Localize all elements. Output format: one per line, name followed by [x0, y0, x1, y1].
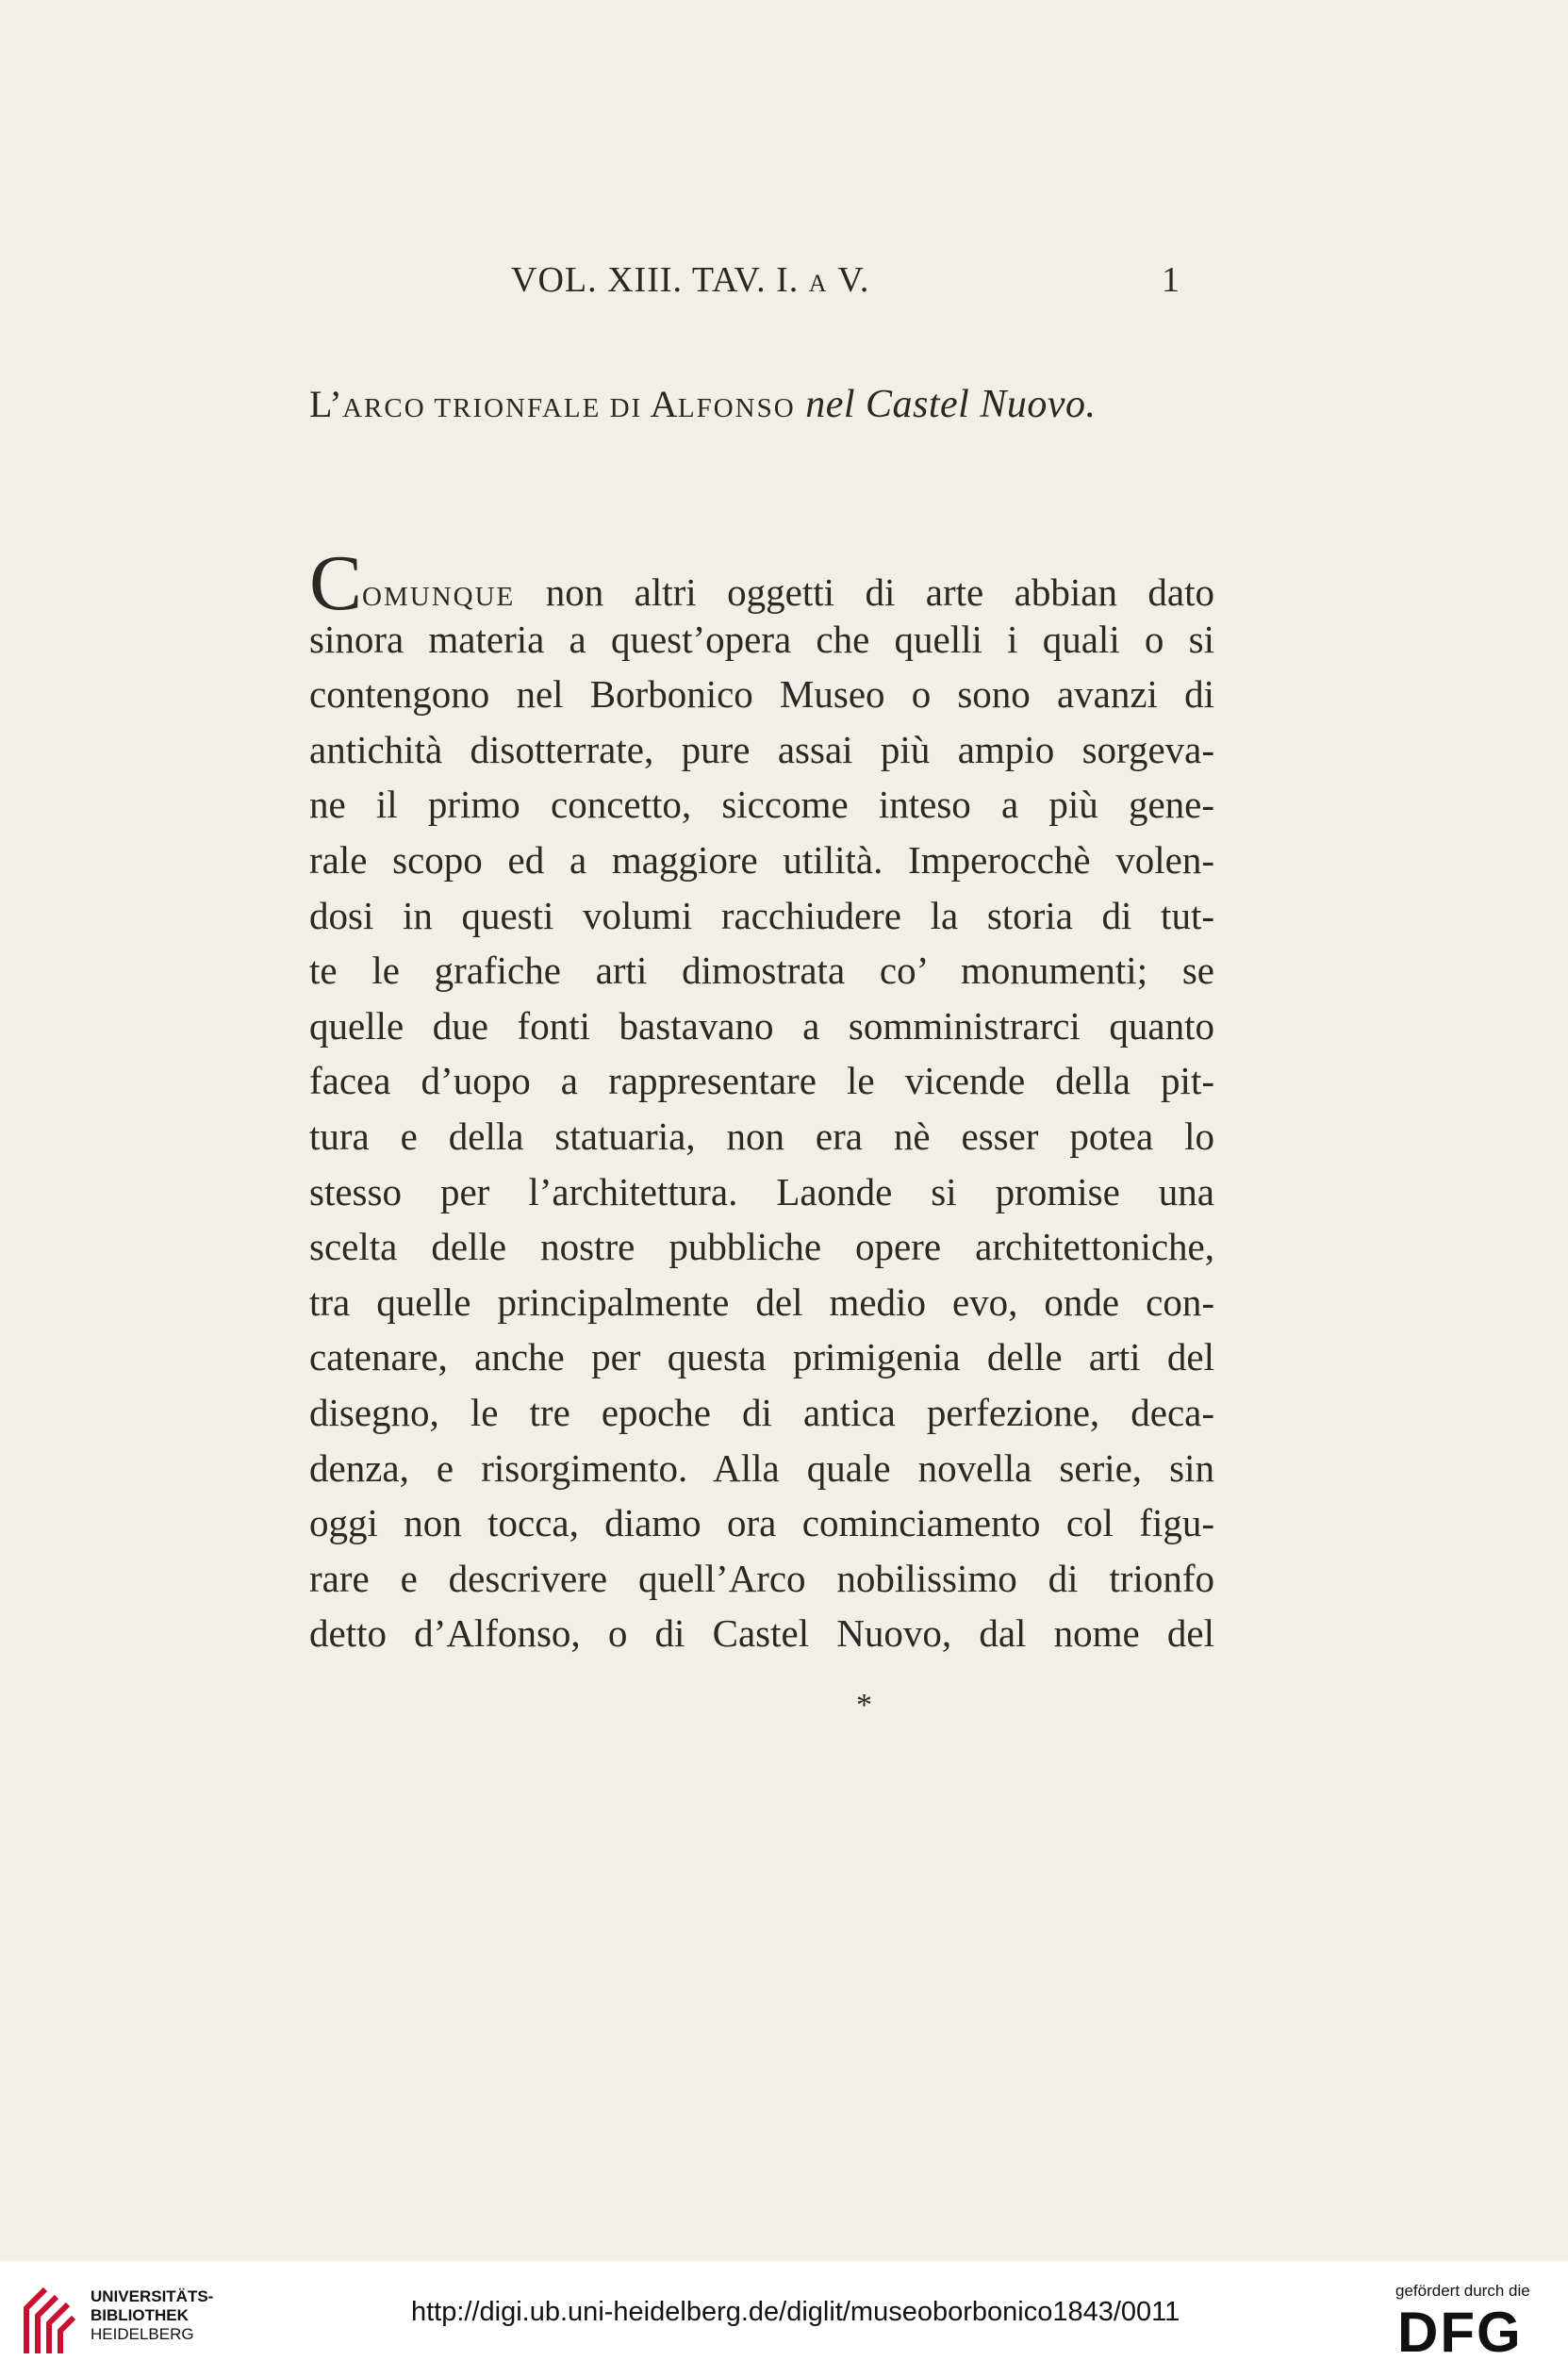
footer-bar: [0, 2261, 1568, 2377]
text-line: dosi in questi volumi racchiudere la storia di tut-: [309, 893, 1214, 937]
text-line: rale scopo ed a maggiore utilità. Imperocchè volen-: [309, 837, 1214, 882]
text-line: rare e descrivere quell’Arco nobilissimo di trionfo: [309, 1556, 1214, 1600]
drop-cap: C: [309, 539, 363, 627]
text-line: contengono nel Borbonico Museo o sono avanzi di: [309, 672, 1214, 717]
text-line: denza, e risorgimento. Alla quale novella serie, sin: [309, 1445, 1214, 1490]
text-line: oggi non tocca, diamo ora cominciamento col figu-: [309, 1501, 1214, 1545]
text-line: stesso per l’architettura. Laonde si promise una: [309, 1169, 1214, 1213]
text-line: te le grafiche arti dimostrata co’ monumenti; se: [309, 949, 1214, 993]
permalink-url[interactable]: http://digi.ub.uni-heidelberg.de/diglit/museoborbonico1843/0011: [411, 2297, 1180, 2327]
text-line: tra quelle principalmente del medio evo, onde con-: [309, 1279, 1214, 1324]
text-line: disegno, le tre epoche di antica perfezione, deca-: [309, 1390, 1214, 1434]
chapter-heading: L’ARCO TRIONFALE DI ALFONSO nel Castel Nuovo.: [309, 383, 1097, 426]
text-line: sinora materia a quest’opera che quelli i quali o si: [309, 617, 1214, 661]
text-line: facea d’uopo a rappresentare le vicende della pit-: [309, 1059, 1214, 1103]
page-number: 1: [1162, 260, 1180, 300]
sponsor-label: gefördert durch die: [1395, 2282, 1530, 2300]
text-line: scelta delle nostre pubbliche opere architettoniche,: [309, 1225, 1214, 1269]
text-line: tura e della statuaria, non era nè esser potea lo: [309, 1114, 1214, 1158]
running-head-title: VOL. XIII. TAV. I. A V.: [511, 260, 870, 300]
dfg-logo[interactable]: DFG: [1397, 2301, 1523, 2364]
body-text: [309, 539, 1214, 1661]
library-name[interactable]: UNIVERSITÄTS- BIBLIOTHEK HEIDELBERG: [91, 2287, 214, 2343]
text-line: catenare, anche per questa primigenia delle arti del: [309, 1335, 1214, 1379]
text-line: detto d’Alfonso, o di Castel Nuovo, dal nome del: [309, 1611, 1214, 1656]
text-line: ne il primo concetto, siccome inteso a più gene-: [309, 783, 1214, 827]
text-line-first: COMUNQUE non altri oggetti di arte abbian dato: [309, 539, 1214, 627]
text-line: antichità disotterrate, pure assai più ampio sorgeva-: [309, 727, 1214, 771]
signature-mark: *: [856, 1688, 872, 1723]
running-head: [0, 259, 1568, 316]
university-library-logo-icon[interactable]: [19, 2280, 79, 2359]
text-line: quelle due fonti bastavano a somministrarci quanto: [309, 1003, 1214, 1048]
